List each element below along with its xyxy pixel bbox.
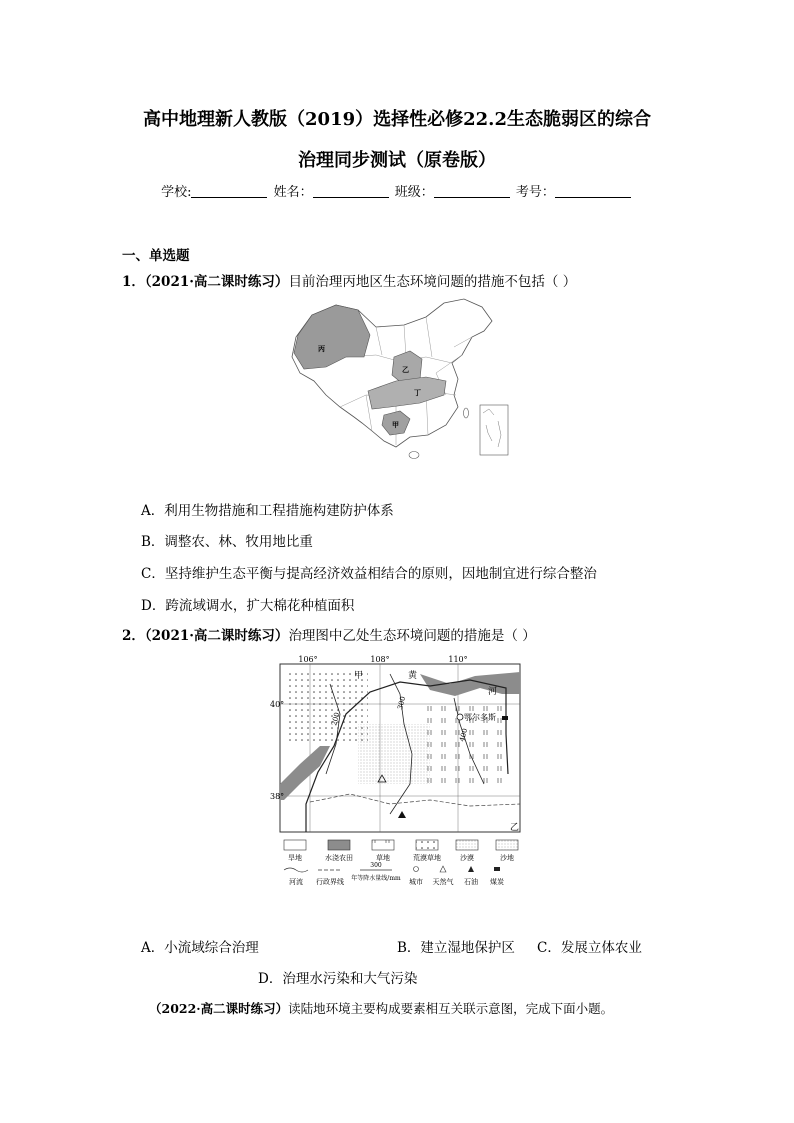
lat-38: 38° <box>270 792 285 801</box>
legend-irrigated-swatch <box>328 840 350 850</box>
class-blank[interactable] <box>434 185 510 198</box>
question-2 <box>122 624 536 644</box>
desert-area <box>288 672 368 742</box>
q2-source: （2021·高二课时练习） <box>144 628 289 644</box>
label-ordos: 鄂尔多斯 <box>464 713 496 722</box>
section-heading: 一、单选题 <box>122 248 190 264</box>
lon-108: 108° <box>370 655 390 664</box>
label-jia: 甲 <box>392 420 399 429</box>
label-yi: 乙 <box>510 823 520 833</box>
q2-option-d[interactable]: D．治理水污染和大气污染 <box>258 971 418 987</box>
school-blank[interactable] <box>191 185 267 198</box>
label-yi: 乙 <box>402 365 409 374</box>
city-symbol <box>457 714 463 720</box>
legend-dryland-swatch <box>284 840 306 850</box>
legend-gas-symbol <box>440 866 446 872</box>
q1-text: 目前治理丙地区生态环境问题的措施不包括（ ） <box>288 274 577 290</box>
school-label: 学校: <box>161 185 192 200</box>
legend-desert-grass-swatch <box>416 840 438 850</box>
q1-option-a[interactable]: A．利用生物措施和工程措施构建防护体系 <box>141 503 394 519</box>
q2-option-b[interactable]: B．建立湿地保护区 <box>397 940 515 956</box>
legend-coal-symbol <box>494 867 500 871</box>
label-bing: 丙 <box>318 344 325 353</box>
q2-text: 治理图中乙处生态环境问题的措施是（ ） <box>288 628 536 644</box>
q1-source: （2021·高二课时练习） <box>144 274 289 290</box>
legend-isoline: 年等降水量线/mm <box>351 875 401 882</box>
label-huang: 黄 <box>408 671 418 681</box>
legend-sandy: 沙地 <box>500 854 514 862</box>
hainan-island <box>409 452 419 459</box>
legend-river: 河流 <box>289 878 303 886</box>
student-info-line <box>0 181 794 200</box>
isoline-label-400: 400 <box>458 727 470 743</box>
legend-oil-symbol <box>468 866 474 872</box>
q2-number: 2． <box>122 628 145 644</box>
coal-symbol <box>502 716 508 720</box>
name-label: 姓名： <box>273 185 313 200</box>
legend-gas: 天然气 <box>432 878 454 886</box>
label-he: 河 <box>488 687 498 697</box>
legend-city: 城市 <box>409 878 423 886</box>
legend-iso-value: 300 <box>370 862 382 869</box>
label-ding: 丁 <box>414 388 421 397</box>
page-title-line1: 高中地理新人教版（2019）选择性必修22.2生态脆弱区的综合 <box>143 109 651 130</box>
legend-irrigated: 水浇农田 <box>325 854 353 862</box>
exam-no-label: 考号： <box>515 185 555 200</box>
legend-oil: 石油 <box>464 878 478 886</box>
q3-source: （2022·高二课时练习） <box>149 1001 289 1016</box>
legend-city-symbol <box>414 867 419 872</box>
q1-number: 1． <box>122 274 145 290</box>
legend-grassland: 草地 <box>376 854 390 862</box>
exam-no-blank[interactable] <box>555 185 631 198</box>
legend-grassland-swatch <box>372 840 394 850</box>
legend-row-2 <box>284 862 504 886</box>
q1-option-c[interactable]: C．坚持维护生态平衡与提高经济效益相结合的原则，因地制宜进行综合整治 <box>141 566 597 582</box>
isoline-label-200: 200 <box>330 711 342 727</box>
class-label: 班级： <box>394 185 434 200</box>
q2-option-a[interactable]: A．小流域综合治理 <box>141 940 259 956</box>
legend-coal: 煤炭 <box>490 878 504 886</box>
lon-110: 110° <box>448 655 468 664</box>
name-blank[interactable] <box>313 185 389 198</box>
legend-desert: 沙漠 <box>460 854 474 862</box>
legend-dryland: 旱地 <box>288 854 302 862</box>
q1-option-d[interactable]: D．跨流域调水，扩大棉花种植面积 <box>141 598 355 614</box>
q3-intro <box>149 999 613 1017</box>
legend-row-1 <box>284 840 518 862</box>
legend-boundary: 行政界线 <box>316 878 344 886</box>
q1-china-map <box>286 295 514 467</box>
sandy-land-area <box>358 724 430 784</box>
lon-106: 106° <box>298 655 318 664</box>
q1-option-b[interactable]: B．调整农、林、牧用地比重 <box>141 534 313 550</box>
isoline-label-300: 300 <box>396 695 408 711</box>
q2-ordos-map <box>270 654 534 890</box>
page-title-line2: 治理同步测试（原卷版） <box>298 150 496 171</box>
legend-desert-grassland: 荒漠草地 <box>413 854 441 862</box>
question-1 <box>122 270 576 290</box>
legend-desert-swatch <box>456 840 478 850</box>
lat-40: 40° <box>270 700 285 709</box>
label-jia: 甲 <box>354 671 364 681</box>
taiwan-island <box>464 408 469 418</box>
q3-intro-text: 读陆地环境主要构成要素相互关联示意图，完成下面小题。 <box>288 1001 614 1016</box>
legend-sandy-swatch <box>496 840 518 850</box>
q2-option-c[interactable]: C．发展立体农业 <box>537 940 642 956</box>
legend-river-symbol <box>284 868 308 872</box>
